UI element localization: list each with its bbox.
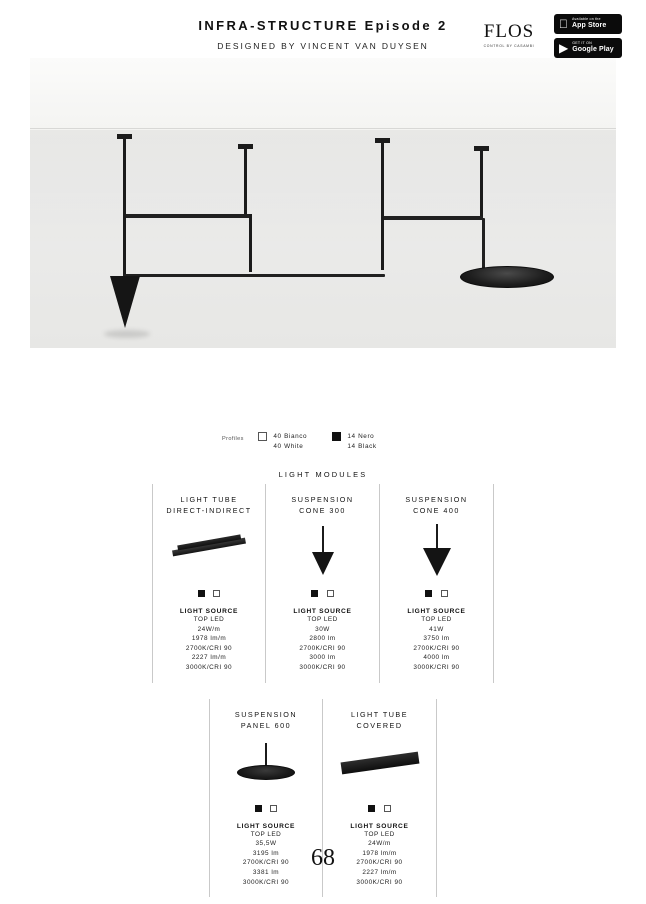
google-play-badge[interactable] — [554, 38, 622, 58]
module-swatches[interactable] — [270, 584, 375, 602]
spec-5: 3000K/CRI 90 — [242, 878, 290, 886]
brand-tagline: CONTROL BY CASAMBI — [483, 44, 535, 48]
panel-pendant-hero — [460, 266, 552, 288]
spec-5: 3000K/CRI 90 — [299, 663, 346, 671]
module-swatches[interactable] — [384, 584, 489, 602]
swatch-white-icon — [384, 805, 391, 812]
spec-2: 1978 lm/m — [362, 849, 397, 857]
page-header — [0, 0, 646, 58]
drop-rod-3 — [381, 140, 384, 218]
spec-0: TOP LED — [307, 616, 338, 623]
profile-bar-lower — [123, 274, 385, 277]
profile-option-black[interactable] — [332, 432, 377, 451]
swatch-black-icon — [332, 432, 341, 441]
drop-rod-4 — [480, 148, 483, 220]
title-block — [0, 18, 646, 54]
module-art-light-tube — [157, 522, 261, 580]
module-card-suspension-cone-300[interactable] — [266, 484, 380, 683]
drop-rod-1 — [123, 136, 126, 216]
google-play-badge-small: GET IT ON — [572, 41, 592, 46]
spec-4: 2227 lm/m — [362, 868, 397, 876]
profile-white-name: 40 White — [273, 442, 304, 450]
drop-rod-2 — [244, 146, 247, 218]
light-source-label: LIGHT SOURCE — [179, 608, 239, 615]
light-source-label: LIGHT SOURCE — [293, 608, 352, 615]
light-source-label: LIGHT SOURCE — [236, 822, 296, 830]
module-title-line1: SUSPENSION — [234, 709, 298, 719]
profile-bar-right-drop — [381, 216, 384, 270]
page-title: INFRA-STRUCTURE Episode 2 — [198, 18, 448, 33]
profile-bar-upper-left — [123, 214, 251, 218]
spec-1: 24W/m — [197, 625, 221, 633]
app-store-badge-big: App Store — [563, 22, 598, 30]
module-swatches[interactable] — [214, 799, 318, 817]
module-card-suspension-cone-400[interactable] — [380, 484, 494, 683]
module-swatches[interactable] — [157, 584, 261, 602]
spec-3: 2700K/CRI 90 — [185, 644, 233, 652]
ceiling-edge-line — [30, 128, 616, 129]
page-subtitle: DESIGNED BY VINCENT VAN DUYSEN — [217, 41, 429, 51]
profile-option-black-text — [347, 432, 376, 451]
swatch-white-icon — [441, 590, 448, 597]
spec-1: 24W/m — [368, 840, 391, 848]
module-title-line2: PANEL 600 — [240, 720, 292, 730]
cone-shape — [423, 524, 451, 576]
cone-pendant-hero — [110, 276, 140, 328]
profile-option-white-text — [273, 432, 307, 451]
spec-1: 41W — [429, 625, 444, 633]
spec-1: 30W — [315, 625, 330, 633]
cone-pendant-shadow — [104, 330, 150, 338]
module-title-line2: COVERED — [356, 720, 403, 730]
light-modules-heading: LIGHT MODULES — [278, 470, 368, 479]
drop-rod-4-cap — [474, 146, 489, 151]
swatch-black-icon — [368, 805, 375, 812]
page-number: 68 — [311, 845, 335, 871]
profile-white-code: 40 Bianco — [273, 433, 308, 440]
disc-shape — [237, 743, 295, 780]
spec-2: 1978 lm/m — [191, 635, 227, 643]
play-triangle-icon: ▶ — [559, 41, 569, 55]
drop-rod-1-cap — [117, 134, 132, 139]
profile-bar-left-drop — [123, 214, 126, 276]
module-title — [384, 494, 489, 516]
swatch-white-icon — [258, 432, 267, 441]
profile-black-code: 14 Nero — [347, 433, 375, 440]
app-store-badge[interactable] — [554, 14, 622, 34]
cone-shape — [312, 526, 334, 575]
module-title-line1: SUSPENSION — [405, 495, 468, 504]
ceiling-surface — [30, 58, 616, 130]
brand-logo — [474, 22, 544, 48]
hero-product-photo — [30, 58, 616, 348]
light-modules-grid — [152, 484, 494, 897]
module-title-line2: CONE 400 — [413, 506, 460, 515]
spec-3: 2700K/CRI 90 — [242, 859, 290, 867]
modules-row-1 — [152, 484, 494, 683]
app-store-badge-text — [563, 17, 606, 30]
spec-2: 3195 lm — [252, 849, 280, 857]
spec-2: 2800 lm — [309, 635, 336, 643]
spec-5: 3000K/CRI 90 — [413, 663, 460, 671]
profile-option-white[interactable] — [258, 432, 307, 451]
module-art-cone-300 — [270, 522, 375, 580]
spec-4: 3381 lm — [252, 868, 280, 876]
spec-0: TOP LED — [421, 616, 452, 623]
module-title-line1: LIGHT TUBE — [350, 709, 409, 719]
spec-1: 35,5W — [255, 840, 277, 848]
spec-3: 2700K/CRI 90 — [299, 644, 346, 652]
apple-icon — [559, 18, 568, 30]
module-title-line1: LIGHT TUBE — [180, 495, 238, 504]
light-source-label: LIGHT SOURCE — [407, 608, 466, 615]
google-play-badge-text — [572, 42, 614, 53]
spec-4: 3000 lm — [309, 654, 336, 662]
module-title — [214, 709, 318, 731]
profile-bar-upper-right — [381, 216, 483, 220]
spec-4: 4000 lm — [423, 654, 450, 662]
profiles-label: Profiles — [222, 436, 244, 442]
spec-3: 2700K/CRI 90 — [356, 859, 403, 867]
tube-covered-shape — [340, 751, 419, 774]
store-badges — [554, 14, 628, 62]
google-play-badge-big: Google Play — [572, 46, 614, 54]
app-store-badge-small: Available on the — [563, 17, 592, 22]
module-title-line2: CONE 300 — [299, 506, 346, 515]
profile-bar-mid-drop — [249, 214, 252, 272]
drop-rod-3-cap — [375, 138, 390, 143]
light-source-label: LIGHT SOURCE — [350, 822, 409, 830]
swatch-white-icon — [213, 590, 220, 597]
swatch-white-icon — [327, 590, 334, 597]
module-title-line1: SUSPENSION — [291, 495, 354, 504]
module-art-cone-400 — [384, 522, 489, 580]
module-swatches[interactable] — [327, 799, 432, 817]
module-title-line2: DIRECT-INDIRECT — [166, 506, 252, 515]
swatch-black-icon — [311, 590, 318, 597]
brand-name: FLOS — [483, 21, 535, 42]
drop-rod-2-cap — [238, 144, 253, 149]
spec-5: 3000K/CRI 90 — [356, 878, 403, 886]
module-title — [327, 709, 432, 731]
profile-black-name: 14 Black — [347, 442, 377, 450]
swatch-white-icon — [270, 805, 277, 812]
spec-0: TOP LED — [250, 830, 282, 838]
module-title — [157, 494, 261, 516]
module-art-tube-covered — [327, 737, 432, 795]
module-card-light-tube-direct-indirect[interactable] — [152, 484, 266, 683]
tube-shape — [171, 534, 246, 561]
spec-2: 3750 lm — [423, 635, 450, 643]
spec-0: TOP LED — [193, 616, 225, 623]
spec-0: TOP LED — [364, 830, 395, 838]
module-art-panel-600 — [214, 737, 318, 795]
spec-4: 2227 lm/m — [191, 654, 227, 662]
spec-5: 3000K/CRI 90 — [185, 663, 233, 671]
spec-3: 2700K/CRI 90 — [413, 644, 460, 652]
swatch-black-icon — [425, 590, 432, 597]
module-title — [270, 494, 375, 516]
swatch-black-icon — [255, 805, 262, 812]
swatch-black-icon — [198, 590, 205, 597]
